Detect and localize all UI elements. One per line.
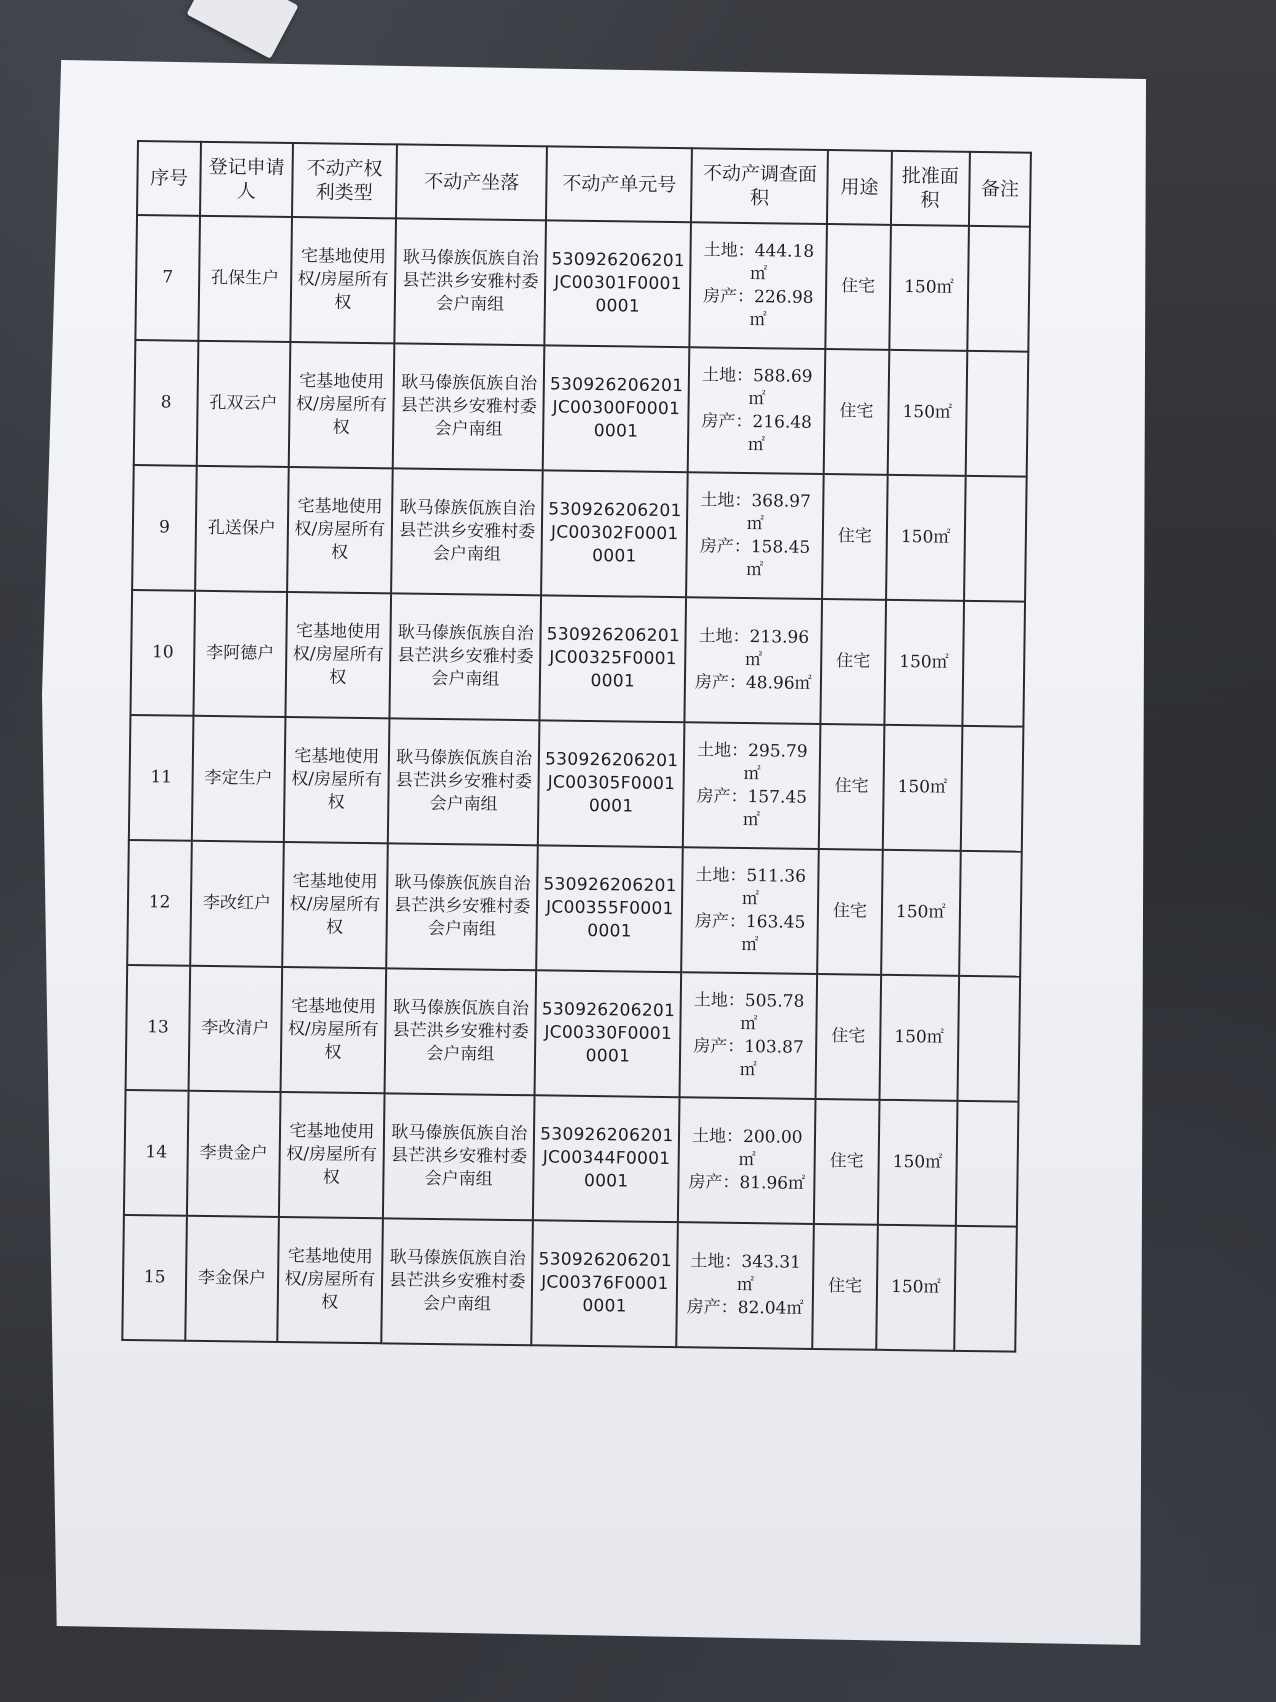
land-area: 土地：505.78㎡: [693, 989, 805, 1034]
cell-approved-area: 150㎡: [884, 600, 964, 726]
cell-location: 耿马傣族佤族自治县芒洪乡安雅村委会户南组: [381, 1218, 533, 1345]
table-row: [130, 590, 1025, 727]
cell-usage: 住宅: [822, 474, 887, 600]
cell-location: 耿马傣族佤族自治县芒洪乡安雅村委会户南组: [385, 968, 537, 1095]
cell-approved-area: 150㎡: [887, 350, 967, 476]
header-unit-no: 不动产单元号: [546, 146, 692, 222]
cell-remark: [956, 1101, 1019, 1227]
land-area: 土地：444.18㎡: [703, 239, 815, 284]
land-area: 土地：343.31㎡: [690, 1251, 802, 1296]
cell-survey-area: [678, 1097, 816, 1224]
cell-seq: 15: [122, 1215, 187, 1341]
paper-scrap: [186, 0, 298, 59]
cell-remark: [966, 351, 1029, 477]
cell-survey-area: [685, 597, 823, 724]
cell-right-type: 宅基地使用权/房屋所有权: [285, 592, 391, 718]
cell-usage: 住宅: [816, 974, 881, 1100]
table-header-row: [137, 141, 1031, 227]
land-area: 土地：588.69㎡: [701, 364, 813, 409]
cell-usage: 住宅: [813, 1224, 878, 1350]
cell-seq: 12: [127, 840, 192, 966]
cell-usage: 住宅: [826, 224, 891, 350]
cell-survey-area: [677, 1222, 815, 1349]
land-area: 土地：368.97㎡: [700, 489, 812, 534]
cell-remark: [964, 476, 1027, 602]
cell-unit-no: 530926206201JC00330F00010001: [535, 970, 681, 1097]
land-area: 土地：200.00㎡: [691, 1126, 803, 1171]
cell-usage: 住宅: [819, 724, 884, 850]
header-survey-area: 不动产调查面积: [691, 148, 828, 224]
cell-applicant: 李改红户: [190, 841, 283, 967]
cell-unit-no: 530926206201JC00302F00010001: [542, 470, 688, 597]
cell-usage: 住宅: [814, 1099, 879, 1225]
cell-survey-area: [688, 347, 826, 474]
cell-approved-area: 150㎡: [889, 225, 969, 351]
cell-applicant: 孔送保户: [195, 466, 288, 592]
cell-remark: [954, 1226, 1017, 1352]
cell-survey-area: [686, 472, 824, 599]
cell-seq: 14: [124, 1090, 189, 1216]
cell-remark: [962, 601, 1025, 727]
cell-approved-area: 150㎡: [882, 725, 962, 851]
cell-location: 耿马傣族佤族自治县芒洪乡安雅村委会户南组: [395, 218, 547, 345]
cell-seq: 11: [129, 715, 194, 841]
cell-applicant: 李阿德户: [194, 591, 287, 717]
cell-applicant: 李贵金户: [187, 1091, 280, 1217]
cell-right-type: 宅基地使用权/房屋所有权: [283, 717, 389, 843]
cell-seq: 8: [134, 340, 199, 466]
cell-usage: 住宅: [818, 849, 883, 975]
cell-remark: [961, 726, 1024, 852]
house-area: 房产：216.48㎡: [701, 410, 813, 455]
cell-right-type: 宅基地使用权/房屋所有权: [288, 342, 394, 468]
cell-applicant: 孔双云户: [197, 341, 290, 467]
property-registration-table: [121, 140, 1032, 1353]
cell-survey-area: [683, 722, 821, 849]
house-area: 房产：82.04㎡: [686, 1297, 804, 1319]
cell-unit-no: 530926206201JC00355F00010001: [537, 845, 683, 972]
cell-applicant: 李改清户: [189, 966, 282, 1092]
table-row: [135, 215, 1030, 352]
cell-unit-no: 530926206201JC00300F00010001: [543, 345, 689, 472]
cell-location: 耿马傣族佤族自治县芒洪乡安雅村委会户南组: [386, 843, 538, 970]
house-area: 房产：103.87㎡: [693, 1035, 804, 1080]
cell-remark: [957, 976, 1020, 1102]
land-area: 土地：213.96㎡: [698, 626, 810, 671]
cell-approved-area: 150㎡: [881, 850, 961, 976]
cell-usage: 住宅: [824, 349, 889, 475]
cell-approved-area: 150㎡: [876, 1225, 956, 1351]
table-row: [132, 465, 1027, 602]
cell-applicant: 李定生户: [192, 716, 285, 842]
house-area: 房产：48.96㎡: [694, 672, 812, 694]
cell-approved-area: 150㎡: [886, 475, 966, 601]
table-row: [122, 1215, 1017, 1352]
cell-seq: 13: [126, 965, 191, 1091]
header-remark: 备注: [969, 152, 1031, 227]
cell-right-type: 宅基地使用权/房屋所有权: [282, 842, 388, 968]
cell-right-type: 宅基地使用权/房屋所有权: [279, 1092, 385, 1218]
cell-approved-area: 150㎡: [879, 975, 959, 1101]
cell-seq: 9: [132, 465, 197, 591]
cell-right-type: 宅基地使用权/房屋所有权: [290, 217, 396, 343]
cell-survey-area: [681, 847, 819, 974]
header-location: 不动产坐落: [396, 144, 547, 220]
table-row: [124, 1090, 1019, 1227]
cell-remark: [967, 226, 1030, 352]
cell-right-type: 宅基地使用权/房屋所有权: [277, 1217, 383, 1343]
header-approved-area: 批准面积: [891, 151, 970, 226]
header-seq: 序号: [137, 141, 201, 216]
land-area: 土地：511.36㎡: [695, 864, 807, 909]
cell-survey-area: [680, 972, 818, 1099]
house-area: 房产：163.45㎡: [694, 910, 806, 955]
header-usage: 用途: [827, 150, 891, 225]
cell-unit-no: 530926206201JC00376F00010001: [532, 1220, 678, 1347]
header-applicant: 登记申请人: [200, 142, 292, 217]
land-area: 土地：295.79㎡: [697, 739, 808, 784]
cell-remark: [959, 851, 1022, 977]
cell-location: 耿马傣族佤族自治县芒洪乡安雅村委会户南组: [391, 468, 543, 595]
cell-unit-no: 530926206201JC00325F00010001: [540, 595, 686, 722]
house-area: 房产：157.45㎡: [696, 785, 808, 830]
house-area: 房产：158.45㎡: [699, 535, 811, 580]
cell-approved-area: 150㎡: [877, 1100, 957, 1226]
cell-unit-no: 530926206201JC00344F00010001: [533, 1095, 679, 1222]
cell-applicant: 孔保生户: [199, 216, 292, 342]
cell-unit-no: 530926206201JC00305F00010001: [538, 720, 684, 847]
cell-right-type: 宅基地使用权/房屋所有权: [280, 967, 386, 1093]
cell-seq: 7: [135, 215, 200, 341]
cell-location: 耿马傣族佤族自治县芒洪乡安雅村委会户南组: [393, 343, 545, 470]
cell-survey-area: [690, 222, 828, 349]
header-right-type: 不动产权利类型: [292, 143, 397, 218]
cell-location: 耿马傣族佤族自治县芒洪乡安雅村委会户南组: [388, 718, 540, 845]
table-row: [134, 340, 1029, 477]
cell-unit-no: 530926206201JC00301F00010001: [545, 220, 691, 347]
table-row: [126, 965, 1021, 1102]
cell-usage: 住宅: [821, 599, 886, 725]
cell-location: 耿马傣族佤族自治县芒洪乡安雅村委会户南组: [383, 1093, 535, 1220]
cell-seq: 10: [130, 590, 195, 716]
table-row: [127, 840, 1022, 977]
table-row: [129, 715, 1024, 852]
cell-location: 耿马傣族佤族自治县芒洪乡安雅村委会户南组: [390, 593, 542, 720]
house-area: 房产：226.98㎡: [702, 285, 814, 330]
house-area: 房产：81.96㎡: [688, 1172, 806, 1194]
cell-applicant: 李金保户: [185, 1216, 278, 1342]
cell-right-type: 宅基地使用权/房屋所有权: [287, 467, 393, 593]
